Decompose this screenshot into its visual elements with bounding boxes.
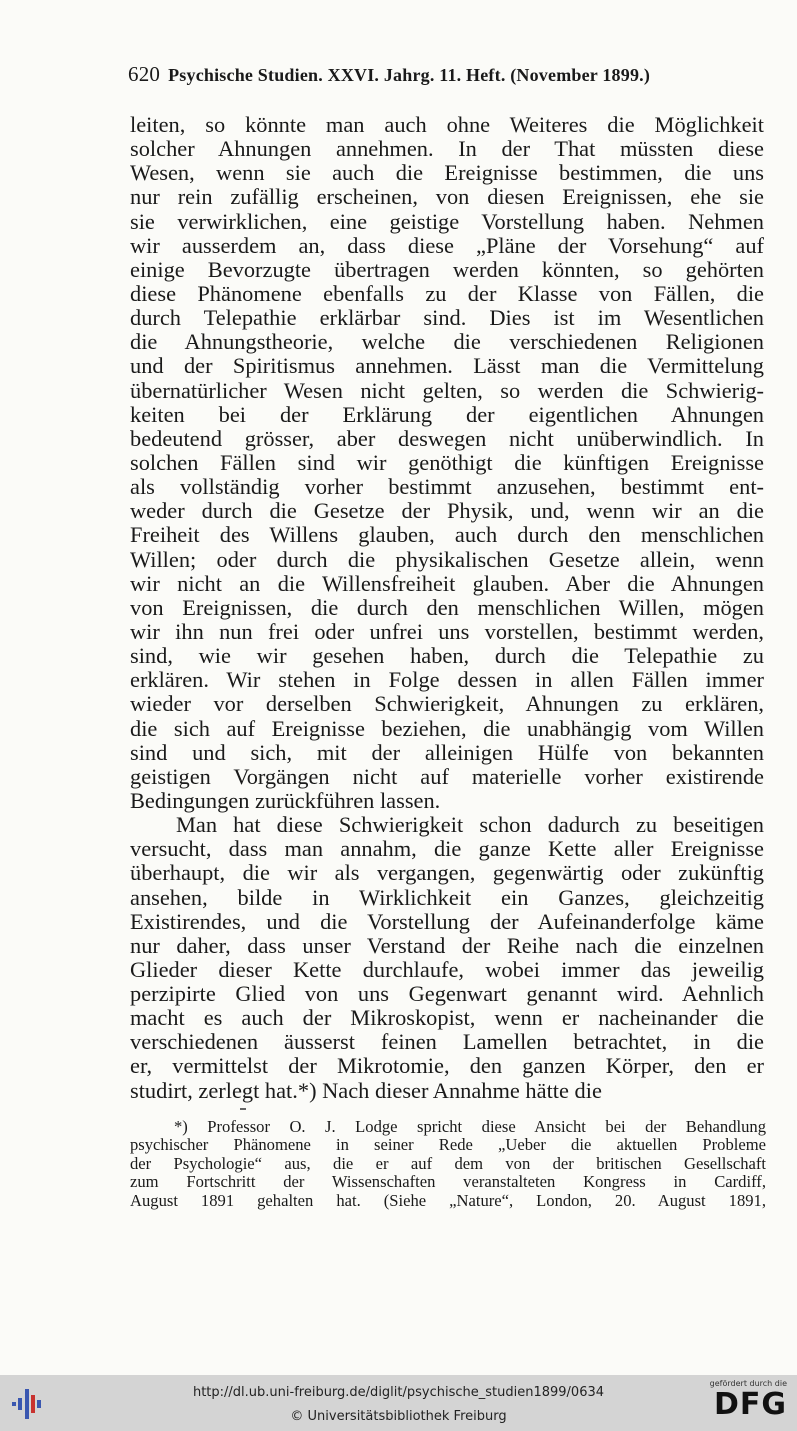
text-line: überhaupt, die wir als vergangen, gegenwärtig oder zukünftig <box>130 860 764 886</box>
text-line: leiten, so könnte man auch ohne Weiteres die Möglichkeit <box>130 112 764 137</box>
text-line: geistigen Vorgängen nicht auf materielle vorher existirende <box>130 763 764 789</box>
text-line: macht es auch der Mikroskopist, wenn er nacheinander die <box>130 1005 764 1031</box>
text-line: Wesen, wenn sie auch die Ereignisse bestimmen, die uns <box>130 160 764 186</box>
text-line: durch Telepathie erklärbar sind. Dies ist im Wesentlichen <box>130 305 764 331</box>
text-line: Glieder dieser Kette durchlaufe, wobei immer das jeweilig <box>130 956 764 982</box>
footnote-line: zum Fortschritt der Wissenschaften veranstalteten Kongress in Cardiff, <box>130 1172 766 1192</box>
text-line: die sich auf Ereignisse beziehen, die unabhängig vom Willen <box>130 715 764 741</box>
footnote-line: August 1891 gehalten hat. (Siehe „Nature“, London, 20. August 1891, <box>130 1190 766 1210</box>
text-line: als vollständig vorher bestimmt anzusehen, bestimmt ent- <box>130 474 764 500</box>
running-title: Psychische Studien. XXVI. Jahrg. 11. Heft. (November 1899.) <box>168 65 651 85</box>
text-line: Bedingungen zurückführen lassen. <box>130 787 441 813</box>
text-line: weder durch die Gesetze der Physik, und, wenn wir an die <box>130 498 764 524</box>
text-line: und der Spiritismus annehmen. Lässt man die Vermittelung <box>130 353 764 379</box>
text-line: Existirendes, und die Vorstellung der Aufeinanderfolge käme <box>130 908 764 934</box>
text-line: von Ereignissen, die durch den menschlichen Willen, mögen <box>130 594 764 620</box>
text-line: bedeutend grösser, aber deswegen nicht unüberwindlich. In <box>130 425 764 451</box>
footnote-line: der Psychologie“ aus, die er auf dem von der britischen Gesellschaft <box>130 1153 766 1173</box>
running-header <box>128 62 763 87</box>
text-line: Man hat diese Schwierigkeit schon dadurch zu beseitigen <box>176 812 764 838</box>
text-line: die Ahnungstheorie, welche die verschiedenen Religionen <box>130 329 764 355</box>
text-line: einige Bevorzugte übertragen werden könnten, so gehörten <box>130 256 764 282</box>
text-line: keiten bei der Erklärung der eigentlichen Ahnungen <box>130 401 764 427</box>
dfg-logo <box>701 1379 787 1427</box>
text-line: diese Phänomene ebenfalls zu der Klasse von Fällen, die <box>130 280 764 306</box>
text-line: ansehen, bilde in Wirklichkeit ein Ganzes, gleichzeitig <box>130 884 764 910</box>
text-line: perzipirte Glied von uns Gegenwart genannt wird. Aehnlich <box>130 981 764 1007</box>
text-line: Freiheit des Willens glauben, auch durch den menschlichen <box>130 522 764 548</box>
footnote-line: *) Professor O. J. Lodge spricht diese Ansicht bei der Behandlung <box>174 1117 766 1136</box>
text-line: versucht, dass man annahm, die ganze Kette aller Ereignisse <box>130 836 764 862</box>
text-line: nur rein zufällig erscheinen, von diesen Ereignissen, ehe sie <box>130 184 764 210</box>
text-line: solchen Fällen sind wir genöthigt die künftigen Ereignisse <box>130 449 764 475</box>
text-line: sie verwirklichen, eine geistige Vorstellung haben. Nehmen <box>130 208 764 234</box>
footnote <box>130 1118 766 1210</box>
document-url[interactable]: http://dl.ub.uni-freiburg.de/diglit/psychische_studien1899/0634 <box>192 1385 605 1400</box>
text-line: erklären. Wir stehen in Folge dessen in allen Fällen immer <box>130 667 764 693</box>
footnote-separator <box>240 1108 246 1110</box>
text-line: nur daher, dass unser Verstand der Reihe nach die einzelnen <box>130 932 764 958</box>
footnote-line: psychischer Phänomene in seiner Rede „Ueber die aktuellen Probleme <box>130 1135 766 1155</box>
text-line: studirt, zerlegt hat.*) Nach dieser Annahme hätte die <box>130 1077 602 1103</box>
text-line: übernatürlicher Wesen nicht gelten, so werden die Schwierig- <box>130 377 764 403</box>
viewer-footer-bar <box>0 1375 797 1431</box>
text-line: sind und sich, mit der alleinigen Hülfe von bekannten <box>130 739 764 765</box>
page-number: 620 <box>128 62 161 86</box>
copyright-notice: © Universitätsbibliothek Freiburg <box>290 1409 507 1424</box>
text-line: wir ihn nun frei oder unfrei uns vorstellen, bestimmt werden, <box>130 618 764 644</box>
text-line: wieder vor derselben Schwierigkeit, Ahnungen zu erklären, <box>130 691 764 717</box>
text-line: sind, wie wir gesehen haben, durch die Telepathie zu <box>130 643 764 669</box>
dfg-logo-icon: DFG <box>713 1387 787 1422</box>
text-line: Willen; oder durch die physikalischen Gesetze allein, wenn <box>130 546 764 572</box>
text-line: wir nicht an die Willensfreiheit glauben. Aber die Ahnungen <box>130 570 764 596</box>
text-line: solcher Ahnungen annehmen. In der That müssten diese <box>130 136 764 162</box>
text-line: verschiedenen äusserst feinen Lamellen betrachtet, in die <box>130 1029 764 1055</box>
text-line: er, vermittelst der Mikrotomie, den ganzen Körper, den er <box>130 1053 764 1079</box>
text-line: wir ausserdem an, dass diese „Pläne der Vorsehung“ auf <box>130 232 764 258</box>
funder-note: gefördert durch die <box>709 1379 787 1388</box>
main-text <box>130 113 764 1103</box>
